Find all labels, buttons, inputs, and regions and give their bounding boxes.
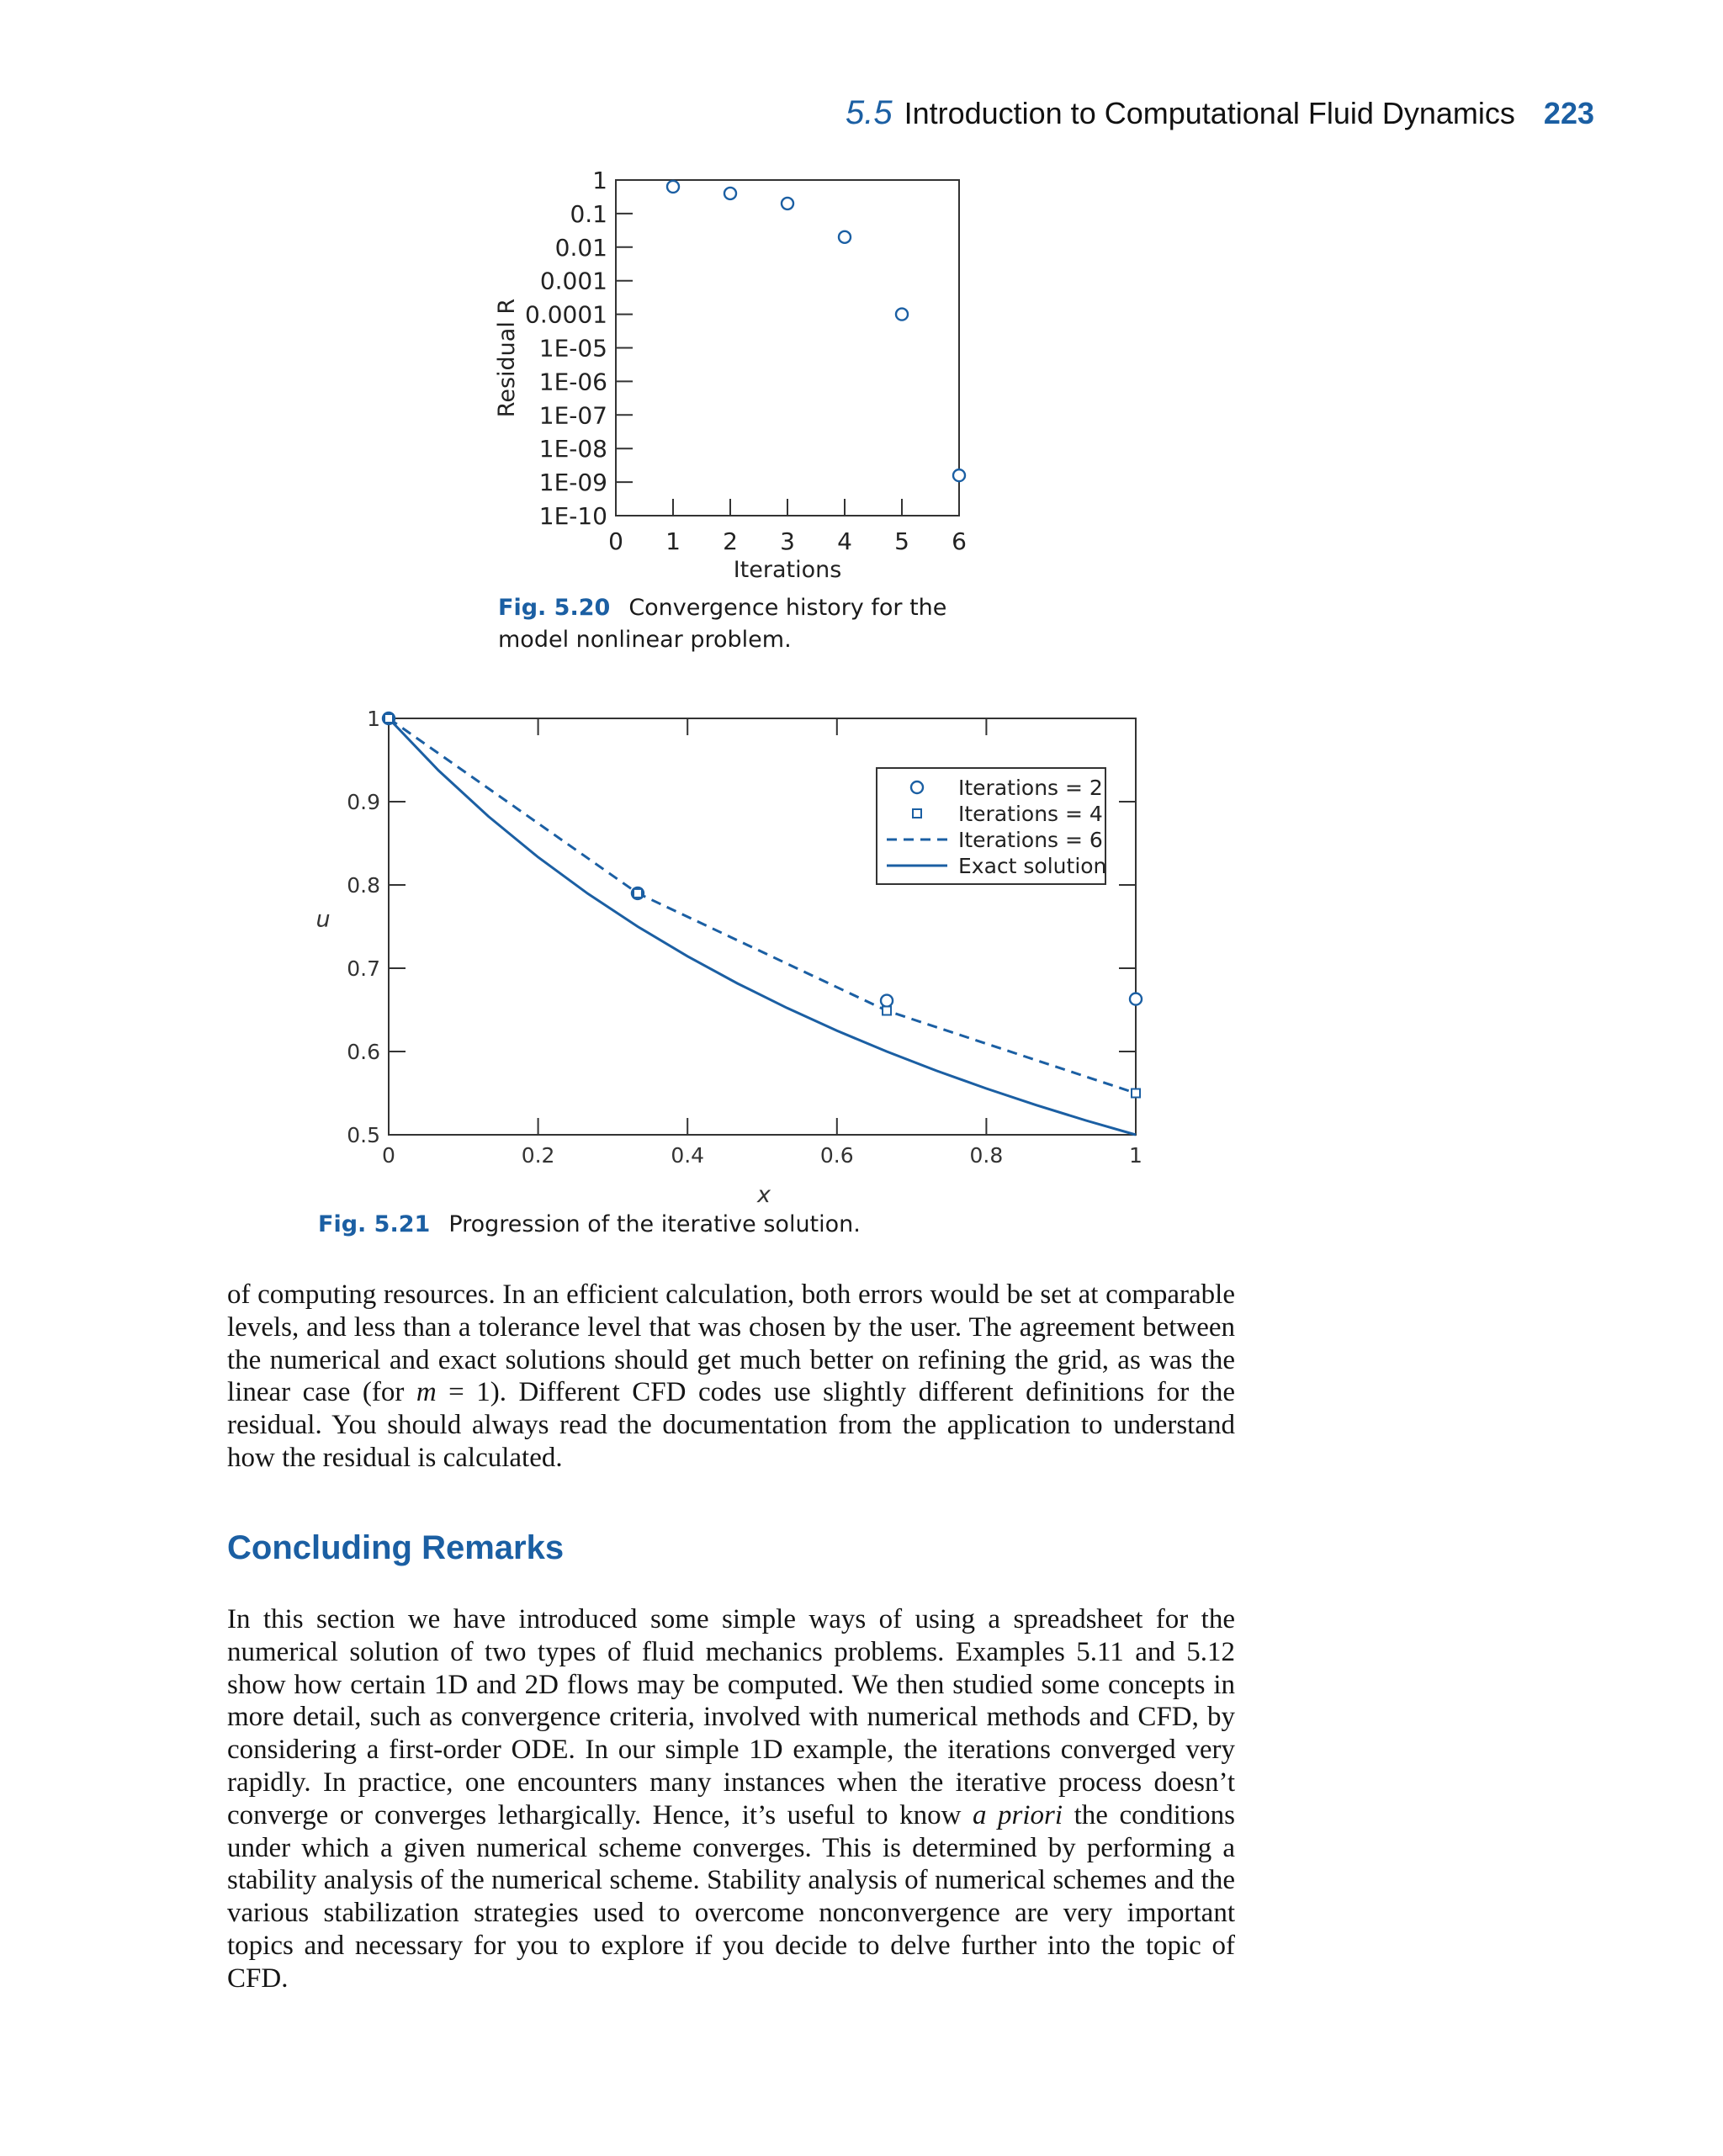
fig-5-20-y-tick-label: 0.1 bbox=[570, 199, 607, 228]
fig-5-20-x-tick-label: 4 bbox=[837, 527, 852, 555]
fig-5-20-y-tick-label: 0.001 bbox=[539, 267, 607, 295]
fig-5-21-y-tick-label: 0.6 bbox=[347, 1040, 380, 1064]
running-header bbox=[846, 94, 1594, 132]
fig-5-21-y-tick-label: 0.8 bbox=[347, 873, 380, 898]
fig-5-21-legend-label: Iterations = 4 bbox=[958, 802, 1103, 826]
fig-5-20-x-tick-label: 2 bbox=[723, 527, 738, 555]
fig-5-20-data-point bbox=[839, 231, 851, 243]
fig-5-20-data-point bbox=[724, 188, 736, 199]
fig-5-21-x-axis-label: x bbox=[757, 1182, 771, 1208]
fig-5-21-x-tick-label: 0.4 bbox=[671, 1143, 705, 1168]
fig-5-20-y-tick-label: 1E-06 bbox=[538, 368, 607, 396]
fig-5-21-y-axis-label: u bbox=[315, 906, 331, 933]
paragraph-1-part-a: of computing resources. In an efficient calculation, both errors would be set at comparable levels, and less than a tolerance level that was chosen by the user. The agreement between the numerical and exact solutions should get much better on refining the grid, as was the linear case (for bbox=[227, 1279, 1235, 1408]
fig-5-21-legend-label: Iterations = 6 bbox=[958, 828, 1103, 852]
paragraph-1-part-b: = 1). Different CFD codes use slightly different definitions for the residual. You should always read the documentation from the application to understand how the residual is calculated. bbox=[227, 1377, 1235, 1473]
fig-5-21-x-tick-label: 0 bbox=[382, 1143, 395, 1168]
fig-5-20-data-point bbox=[896, 309, 908, 320]
fig-5-20-y-tick-label: 1E-08 bbox=[538, 435, 607, 464]
fig-5-20-y-tick-label: 1E-07 bbox=[538, 401, 607, 430]
page-number: 223 bbox=[1543, 96, 1594, 130]
fig-5-20-x-axis-label: Iterations bbox=[733, 557, 842, 583]
fig-5-21-y-tick-label: 0.9 bbox=[347, 790, 380, 814]
section-number: 5.5 bbox=[845, 94, 893, 131]
paragraph-1 bbox=[227, 1279, 1235, 1475]
fig-5-21-legend-marker-square bbox=[913, 809, 921, 818]
fig-5-21-chart bbox=[0, 690, 1723, 1208]
fig-5-20-y-axis-label: Residual R bbox=[494, 298, 520, 418]
fig-5-20-y-tick-label: 1E-05 bbox=[538, 334, 607, 363]
fig-5-21-legend-label: Exact solution bbox=[958, 854, 1107, 878]
fig-5-21-x-tick-label: 1 bbox=[1129, 1143, 1142, 1168]
paragraph-2-part-a: In this section we have introduced some simple ways of using a spreadsheet for the numerical solution of two types of fluid mechanics problems. Examples 5.11 and 5.12 show how certain 1D and 2D flows may be computed. We then studied some concepts in more detail, such as convergence criteria, involved with numerical methods and CFD, by considering a first-order ODE. In our simple 1D example, the iterations converged very rapidly. In practice, one encounters many instances when the iterative process doesn’t converge or converges lethargically. Hence, it’s useful to know bbox=[227, 1604, 1235, 1830]
fig-5-21-iterations-2-point bbox=[1130, 993, 1142, 1005]
fig-5-21-y-tick-label: 1 bbox=[367, 707, 380, 731]
fig-5-21-label: Fig. 5.21 bbox=[318, 1211, 431, 1237]
fig-5-20-y-tick-label: 1E-09 bbox=[538, 469, 607, 497]
fig-5-21-x-tick-label: 0.6 bbox=[819, 1143, 854, 1168]
fig-5-20-x-tick-label: 3 bbox=[780, 527, 795, 555]
fig-5-20-data-point bbox=[953, 469, 965, 481]
fig-5-21-iterations-4-point bbox=[634, 889, 642, 898]
fig-5-21-iterations-4-point bbox=[1132, 1089, 1140, 1098]
fig-5-21-legend-marker-circle bbox=[911, 781, 923, 793]
fig-5-20-x-tick-label: 1 bbox=[665, 527, 681, 555]
fig-5-21-y-tick-label: 0.5 bbox=[347, 1123, 380, 1147]
fig-5-20-x-tick-label: 0 bbox=[608, 527, 623, 555]
fig-5-20-y-tick-label: 1E-10 bbox=[538, 502, 607, 530]
paragraph-1-variable: m bbox=[416, 1377, 437, 1408]
fig-5-20-caption bbox=[498, 592, 1020, 656]
fig-5-21-caption-text: Progression of the iterative solution. bbox=[448, 1211, 861, 1237]
fig-5-21-x-tick-label: 0.2 bbox=[521, 1143, 555, 1168]
paragraph-2-part-b: the conditions under which a given numerical scheme converges. This is determined by performing a stability analysis of the numerical scheme. Stability analysis of numerical schemes and the various stabilization strategies used to overcome nonconvergence are very important topics and necessary for you to explore if you decide to delve further into the topic of CFD. bbox=[227, 1799, 1236, 1994]
fig-5-20-x-tick-label: 5 bbox=[894, 527, 909, 555]
fig-5-21-legend-label: Iterations = 2 bbox=[958, 776, 1103, 800]
section-heading: Concluding Remarks bbox=[227, 1529, 565, 1566]
fig-5-21-iterations-2-point bbox=[881, 995, 893, 1007]
fig-5-20-x-tick-label: 6 bbox=[952, 527, 967, 555]
fig-5-20-y-tick-label: 0.0001 bbox=[525, 300, 607, 329]
fig-5-21-caption bbox=[318, 1209, 1075, 1241]
fig-5-20-y-tick-label: 0.01 bbox=[554, 233, 607, 262]
paragraph-2 bbox=[227, 1603, 1235, 1995]
fig-5-20-y-tick-label: 1 bbox=[592, 167, 607, 194]
fig-5-21-iterations-4-point bbox=[883, 1006, 891, 1014]
fig-5-20-data-point bbox=[667, 181, 679, 193]
fig-5-20-data-point bbox=[782, 198, 793, 209]
fig-5-20-label: Fig. 5.20 bbox=[498, 595, 611, 621]
fig-5-20-plot-frame bbox=[616, 180, 959, 516]
fig-5-20-caption-text: Convergence history for the model nonlinear problem. bbox=[498, 595, 947, 653]
fig-5-21-y-tick-label: 0.7 bbox=[347, 956, 380, 981]
section-title: Introduction to Computational Fluid Dynamics bbox=[904, 96, 1515, 130]
fig-5-21-x-tick-label: 0.8 bbox=[969, 1143, 1004, 1168]
paragraph-2-emphasis: a priori bbox=[972, 1799, 1063, 1830]
fig-5-21-iterations-4-point bbox=[384, 714, 393, 723]
